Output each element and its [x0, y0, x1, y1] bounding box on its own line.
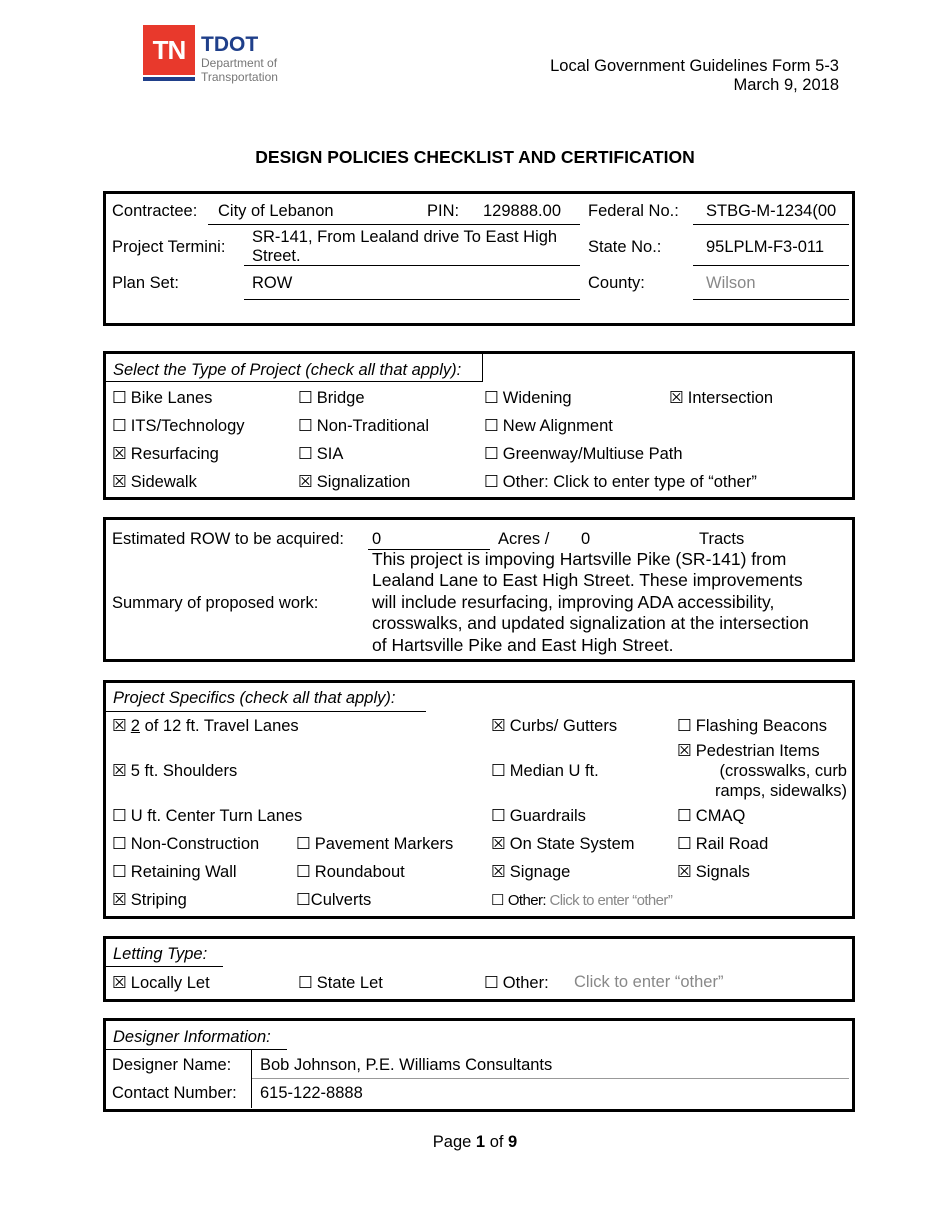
designer-name-field[interactable]: Bob Johnson, P.E. Williams Consultants [260, 1056, 553, 1074]
planset-underline [244, 299, 580, 300]
checkbox-label: ITS/Technology [130, 417, 245, 435]
checkbox-checked-icon: ☒ [491, 863, 506, 881]
checkbox-travel-lanes[interactable] [112, 716, 299, 736]
checkbox-checked-icon: ☒ [112, 717, 127, 735]
letting-box [103, 936, 855, 1002]
footer-of-word: of [489, 1133, 504, 1151]
checkbox-other-specifics[interactable] [491, 891, 672, 909]
termini-label: Project Termini: [112, 238, 226, 256]
designer-column-divider [251, 1050, 252, 1108]
state-field[interactable]: 95LPLM-F3-011 [706, 238, 825, 256]
checkbox-checked-icon: ☒ [112, 445, 127, 463]
tracts-label: Tracts [699, 530, 745, 548]
checkbox-non-traditional[interactable] [298, 416, 429, 436]
termini-underline [244, 265, 580, 266]
letting-heading: Letting Type: [113, 945, 208, 963]
checkbox-label: Intersection [687, 389, 774, 407]
footer-page-total: 9 [508, 1133, 518, 1151]
checkbox-rail-road[interactable] [677, 834, 768, 854]
checkbox-label: Signage [509, 863, 571, 881]
summary-field[interactable] [372, 549, 847, 656]
letting-heading-underline [106, 966, 223, 967]
contractee-label: Contractee: [112, 202, 198, 220]
project-type-heading-underline [106, 381, 482, 382]
tracts-field[interactable]: 0 [581, 530, 591, 548]
form-name: Local Government Guidelines Form 5-3 [550, 57, 839, 75]
checkbox-label: Curbs/ Gutters [509, 717, 618, 735]
checkbox-greenway[interactable] [484, 444, 683, 464]
checkbox-label: U ft. Center Turn Lanes [130, 807, 303, 825]
pin-label: PIN: [427, 202, 460, 220]
checkbox-bridge[interactable] [298, 388, 365, 408]
checkbox-checked-icon: ☒ [677, 863, 692, 881]
checkbox-label: Signalization [316, 473, 411, 491]
checkbox-new-alignment[interactable] [484, 416, 613, 436]
summary-line: of Hartsville Pike and East High Street. [372, 634, 674, 655]
checkbox-label: Guardrails [509, 807, 586, 825]
state-label: State No.: [588, 238, 662, 256]
checkbox-pavement-markers[interactable] [296, 834, 453, 854]
termini-line: SR-141, From Lealand drive To East High [252, 228, 558, 246]
checkbox-unchecked-icon: ☐ [484, 389, 499, 407]
checkbox-signage[interactable] [491, 862, 570, 882]
federal-field[interactable]: STBG-M-1234(00 [706, 202, 837, 220]
checkbox-guardrails[interactable] [491, 806, 586, 826]
checkbox-label: Sidewalk [130, 473, 197, 491]
termini-field[interactable] [252, 228, 557, 266]
checkbox-widening[interactable] [484, 388, 572, 408]
checkbox-pedestrian-items[interactable] [677, 741, 820, 761]
checkbox-unchecked-icon: ☐ [491, 762, 506, 780]
other-letting-field[interactable]: Click to enter “other” [574, 973, 724, 991]
checkbox-label: Pavement Markers [314, 835, 454, 853]
county-underline [693, 299, 849, 300]
checkbox-curbs[interactable] [491, 716, 617, 736]
checkbox-checked-icon: ☒ [112, 974, 127, 992]
checkbox-label: Roundabout [314, 863, 405, 881]
checkbox-label: Locally Let [130, 974, 210, 992]
checkbox-state-let[interactable] [298, 973, 383, 993]
tdot-wordmark: TDOT [201, 33, 259, 56]
checkbox-label: Signals [695, 863, 750, 881]
checkbox-striping[interactable] [112, 890, 187, 910]
checkbox-unchecked-icon: ☐ [298, 389, 313, 407]
checkbox-sidewalk[interactable] [112, 472, 197, 492]
summary-line: crosswalks, and updated signalization at the intersection [372, 613, 809, 634]
other-specifics-field[interactable]: Click to enter “other” [549, 892, 673, 909]
federal-underline [693, 224, 849, 225]
checkbox-roundabout[interactable] [296, 862, 405, 882]
checkbox-other-type[interactable] [484, 472, 757, 492]
checkbox-label: On State System [509, 835, 635, 853]
designer-heading-underline [106, 1049, 287, 1050]
county-field[interactable]: Wilson [706, 274, 756, 292]
planset-label: Plan Set: [112, 274, 179, 292]
contractee-underline [208, 224, 580, 225]
checkbox-checked-icon: ☒ [112, 891, 127, 909]
checkbox-median[interactable] [491, 761, 599, 781]
acres-label: Acres / [498, 530, 550, 548]
page-footer [0, 1133, 950, 1152]
checkbox-unchecked-icon: ☐ [491, 892, 504, 909]
checkbox-signals[interactable] [677, 862, 750, 882]
checkbox-unchecked-icon: ☐ [296, 863, 311, 881]
checkbox-checked-icon: ☒ [298, 473, 313, 491]
checkbox-unchecked-icon: ☐ [296, 891, 311, 909]
specifics-heading: Project Specifics (check all that apply): [113, 689, 396, 707]
checkbox-checked-icon: ☒ [491, 717, 506, 735]
checkbox-label: Culverts [310, 891, 372, 909]
checkbox-label: Pedestrian Items [695, 742, 820, 760]
checkbox-signalization[interactable] [298, 472, 410, 492]
checkbox-label: Bridge [316, 389, 365, 407]
federal-label: Federal No.: [588, 202, 679, 220]
checkbox-resurfacing[interactable] [112, 444, 219, 464]
checkbox-label: Non-Traditional [316, 417, 429, 435]
footer-page-word: Page [432, 1133, 472, 1151]
checkbox-center-turn[interactable] [112, 806, 302, 826]
checkbox-unchecked-icon: ☐ [298, 417, 313, 435]
checkbox-label: Resurfacing [130, 445, 219, 463]
designer-name-label: Designer Name: [112, 1056, 232, 1074]
logo-underline [143, 77, 195, 81]
checkbox-unchecked-icon: ☐ [677, 717, 692, 735]
acres-field[interactable]: 0 [372, 530, 382, 548]
summary-line: will include resurfacing, improving ADA accessibility, [372, 591, 775, 612]
checkbox-label: Rail Road [695, 835, 769, 853]
checkbox-unchecked-icon: ☐ [484, 417, 499, 435]
checkbox-unchecked-icon: ☐ [298, 445, 313, 463]
checkbox-checked-icon: ☒ [112, 762, 127, 780]
project-type-heading: Select the Type of Project (check all that apply): [113, 361, 462, 379]
contact-field[interactable]: 615-122-8888 [260, 1084, 363, 1102]
designer-name-underline [251, 1078, 849, 1079]
checkbox-intersection[interactable] [669, 388, 773, 408]
checkbox-label: New Alignment [502, 417, 613, 435]
checkbox-unchecked-icon: ☐ [112, 807, 127, 825]
checkbox-label: Retaining Wall [130, 863, 237, 881]
checkbox-label: Bike Lanes [130, 389, 213, 407]
checkbox-label: Striping [130, 891, 187, 909]
checkbox-label: of 12 ft. Travel Lanes [144, 717, 299, 735]
logo-subtitle-line: Department of [201, 56, 278, 70]
termini-line: Street. [252, 247, 301, 265]
summary-line: This project is impoving Hartsville Pike (SR-141) from [372, 549, 787, 569]
checkbox-label: Flashing Beacons [695, 717, 827, 735]
checkbox-its[interactable] [112, 416, 245, 436]
checkbox-non-construction[interactable] [112, 834, 259, 854]
footer-page-number: 1 [475, 1133, 486, 1151]
checkbox-shoulders[interactable] [112, 761, 237, 781]
checkbox-unchecked-icon: ☐ [484, 445, 499, 463]
project-type-heading-divider [482, 354, 483, 382]
checkbox-checked-icon: ☒ [677, 742, 692, 760]
contractee-field[interactable]: City of Lebanon [218, 202, 334, 220]
checkbox-culverts[interactable] [296, 890, 371, 910]
designer-heading: Designer Information: [113, 1028, 271, 1046]
checkbox-checked-icon: ☒ [669, 389, 684, 407]
checkbox-unchecked-icon: ☐ [112, 417, 127, 435]
checkbox-label: Other: [507, 892, 546, 909]
checkbox-unchecked-icon: ☐ [484, 473, 499, 491]
logo-subtitle-line: Transportation [201, 70, 278, 84]
checkbox-unchecked-icon: ☐ [296, 835, 311, 853]
checkbox-label: CMAQ [695, 807, 746, 825]
checkbox-unchecked-icon: ☐ [484, 974, 499, 992]
est-row-label: Estimated ROW to be acquired: [112, 530, 345, 548]
pedestrian-items-detail [707, 761, 847, 801]
checkbox-label: 5 ft. Shoulders [130, 762, 238, 780]
checkbox-unchecked-icon: ☐ [298, 974, 313, 992]
checkbox-unchecked-icon: ☐ [112, 389, 127, 407]
checkbox-other-letting[interactable] [484, 973, 549, 993]
checkbox-unchecked-icon: ☐ [112, 835, 127, 853]
page-title: DESIGN POLICIES CHECKLIST AND CERTIFICATION [255, 147, 695, 167]
checkbox-checked-icon: ☒ [491, 835, 506, 853]
specifics-heading-underline [106, 711, 426, 712]
checkbox-unchecked-icon: ☐ [677, 835, 692, 853]
lanes-count-field[interactable]: 2 [130, 717, 140, 735]
pedestrian-detail-line: (crosswalks, curb [719, 762, 847, 780]
summary-line: Lealand Lane to East High Street. These improvements [372, 570, 803, 591]
checkbox-unchecked-icon: ☐ [677, 807, 692, 825]
checkbox-retaining-wall[interactable] [112, 862, 237, 882]
checkbox-sia[interactable] [298, 444, 343, 464]
summary-label: Summary of proposed work: [112, 594, 319, 612]
checkbox-label: Other: [502, 974, 549, 992]
logo-subtitle [201, 56, 301, 84]
checkbox-label: Median U ft. [509, 762, 599, 780]
checkbox-checked-icon: ☒ [112, 473, 127, 491]
county-label: County: [588, 274, 645, 292]
checkbox-unchecked-icon: ☐ [112, 863, 127, 881]
contact-label: Contact Number: [112, 1084, 237, 1102]
checkbox-label: SIA [316, 445, 344, 463]
tn-logo: TN [143, 25, 195, 75]
checkbox-label: State Let [316, 974, 383, 992]
checkbox-label: Non-Construction [130, 835, 260, 853]
checkbox-flashing-beacons[interactable] [677, 716, 827, 736]
checkbox-bike-lanes[interactable] [112, 388, 212, 408]
pin-field[interactable]: 129888.00 [483, 202, 561, 220]
checkbox-label: Other: Click to enter type of “other” [502, 473, 757, 491]
checkbox-on-state-system[interactable] [491, 834, 635, 854]
form-date: March 9, 2018 [733, 76, 839, 94]
checkbox-label: Greenway/Multiuse Path [502, 445, 683, 463]
checkbox-unchecked-icon: ☐ [491, 807, 506, 825]
planset-field[interactable]: ROW [252, 274, 293, 292]
checkbox-cmaq[interactable] [677, 806, 745, 826]
checkbox-label: Widening [502, 389, 572, 407]
checkbox-locally-let[interactable] [112, 973, 210, 993]
pedestrian-detail-line: ramps, sidewalks) [714, 782, 847, 800]
state-underline [693, 265, 849, 266]
